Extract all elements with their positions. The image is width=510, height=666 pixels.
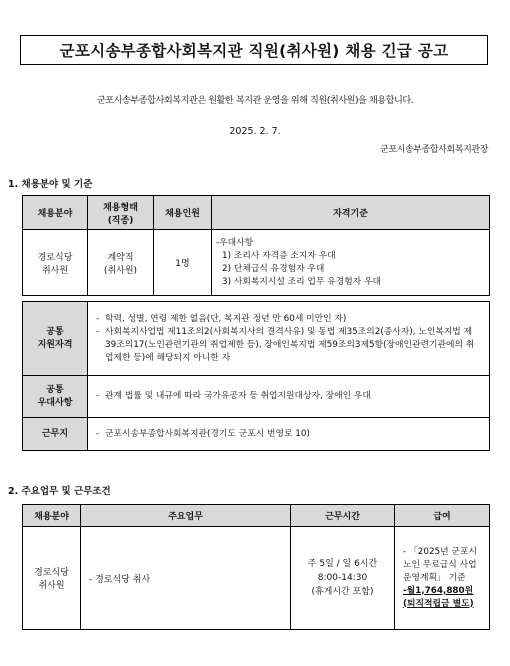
work-header-row <box>23 505 490 527</box>
header-type-line1: 채용형태 <box>103 202 138 213</box>
field-line1: 경로식당 <box>37 252 73 263</box>
info-table <box>22 301 490 451</box>
pay-line3: 운영계획」 기준 <box>403 572 466 583</box>
list-item: - 사회복지사업법 제11조의2(사회복지사의 결격사유) 및 동법 제35조의2(종사자), 노인복지법 제39조의17(노인관련기관의 취업제한 등), 장애인복지법 제59조의3제5항(장애인관련기관에의 취업제한 등)에 해당되지 아니한 자 <box>96 326 481 365</box>
hours-line2: 8:00-14:30 <box>317 573 368 583</box>
field-line2: 취사원 <box>38 581 65 591</box>
bullet-text: 관계 법률 및 내규에 따라 국가유공자 등 취업지원대상자, 장애인 우대 <box>105 391 371 401</box>
qual-item: 3) 사회복지시설 조리 업무 유경험자 우대 <box>222 276 381 287</box>
intro-text: 군포시송부종합사회복지관은 원활한 복지관 운영을 위해 직원(취사원)을 채용합니다. <box>96 95 414 106</box>
cell-count: 1명 <box>154 230 212 296</box>
section2-heading: 2. 주요업무 및 근무조건 <box>8 486 111 497</box>
workplace-row <box>23 418 490 451</box>
announcement-date: 2025. 2. 7. <box>229 126 281 137</box>
common-qual-label <box>23 302 88 376</box>
type-line1: 계약직 <box>107 252 134 263</box>
common-pref-content <box>88 376 490 418</box>
header-type-line2: (직종) <box>107 215 134 226</box>
common-pref-label-line2: 우대사항 <box>37 397 73 408</box>
work-conditions-table <box>22 504 490 630</box>
common-qual-row <box>23 302 490 376</box>
qual-item: 1) 조리사 자격증 소지자 우대 <box>222 250 336 261</box>
cell-type <box>88 230 154 296</box>
header-hours: 근무시간 <box>291 505 395 527</box>
section1-heading: 1. 채용분야 및 기준 <box>8 179 93 190</box>
hours-line1: 주 5일 / 일 6시간 <box>307 559 378 569</box>
cell-field <box>23 230 88 296</box>
common-pref-row <box>23 376 490 418</box>
pay-amount: -월1,764,880원 <box>403 585 474 596</box>
cell-pay <box>395 527 490 630</box>
type-line2: (취사원) <box>103 265 138 276</box>
cell-hours <box>291 527 395 630</box>
common-pref-label-line1: 공통 <box>46 384 64 395</box>
recruitment-table <box>22 195 490 296</box>
common-qual-content <box>88 302 490 376</box>
cell-duty: - 경로식당 취사 <box>81 527 291 630</box>
bullet-text: 학력, 성별, 연령 제한 없음(단, 복지관 정년 만 60세 미만인 자) <box>105 313 347 324</box>
recruitment-row <box>23 230 490 296</box>
hours-line3: (휴게시간 포함) <box>311 587 374 597</box>
header-count: 채용인원 <box>154 196 212 230</box>
qual-title: -우대사항 <box>216 237 254 248</box>
header-field: 채용분야 <box>23 505 81 527</box>
pay-note: (퇴직적립금 별도) <box>403 598 474 609</box>
common-qual-label-line1: 공통 <box>46 326 64 337</box>
header-duty: 주요업무 <box>81 505 291 527</box>
workplace-content <box>88 418 490 451</box>
cell-field <box>23 527 81 630</box>
workplace-label: 근무지 <box>23 418 88 451</box>
page-title: 군포시송부종합사회복지관 직원(취사원) 채용 긴급 공고 <box>20 35 488 65</box>
header-type <box>88 196 154 230</box>
cell-qualification <box>212 230 490 296</box>
recruitment-header-row <box>23 196 490 230</box>
header-pay: 급여 <box>395 505 490 527</box>
common-qual-label-line2: 지원자격 <box>37 339 73 350</box>
list-item: - 학력, 성별, 연령 제한 없음(단, 복지관 정년 만 60세 미만인 자) <box>96 313 481 326</box>
bullet-text: 군포시송부종합사회복지관(경기도 군포시 번영로 10) <box>105 428 310 439</box>
common-pref-label <box>23 376 88 418</box>
pay-line2: 노인 무료급식 사업 <box>403 559 477 570</box>
field-line2: 취사원 <box>41 265 69 276</box>
list-item: - 군포시송부종합사회복지관(경기도 군포시 번영로 10) <box>96 428 481 441</box>
field-line1: 경로식당 <box>34 568 69 578</box>
issuer-name: 군포시송부종합사회복지관장 <box>380 145 488 155</box>
list-item: - 관계 법률 및 내규에 따라 국가유공자 등 취업지원대상자, 장애인 우대 <box>96 390 481 403</box>
work-row <box>23 527 490 630</box>
header-qualification: 자격기준 <box>212 196 490 230</box>
bullet-text: 사회복지사업법 제11조의2(사회복지사의 결격사유) 및 동법 제35조의2(종사자), 노인복지법 제39조의17(노인관련기관의 취업제한 등), 장애인복지법 제59조의3제5항(장애인관련기관에의 취업제한 등)에 해당되지 아니한 자 <box>105 326 475 363</box>
qual-item: 2) 단체급식 유경험자 우대 <box>222 263 325 274</box>
pay-line1: - 「2025년 군포시 <box>403 546 477 557</box>
header-field: 채용분야 <box>23 196 88 230</box>
